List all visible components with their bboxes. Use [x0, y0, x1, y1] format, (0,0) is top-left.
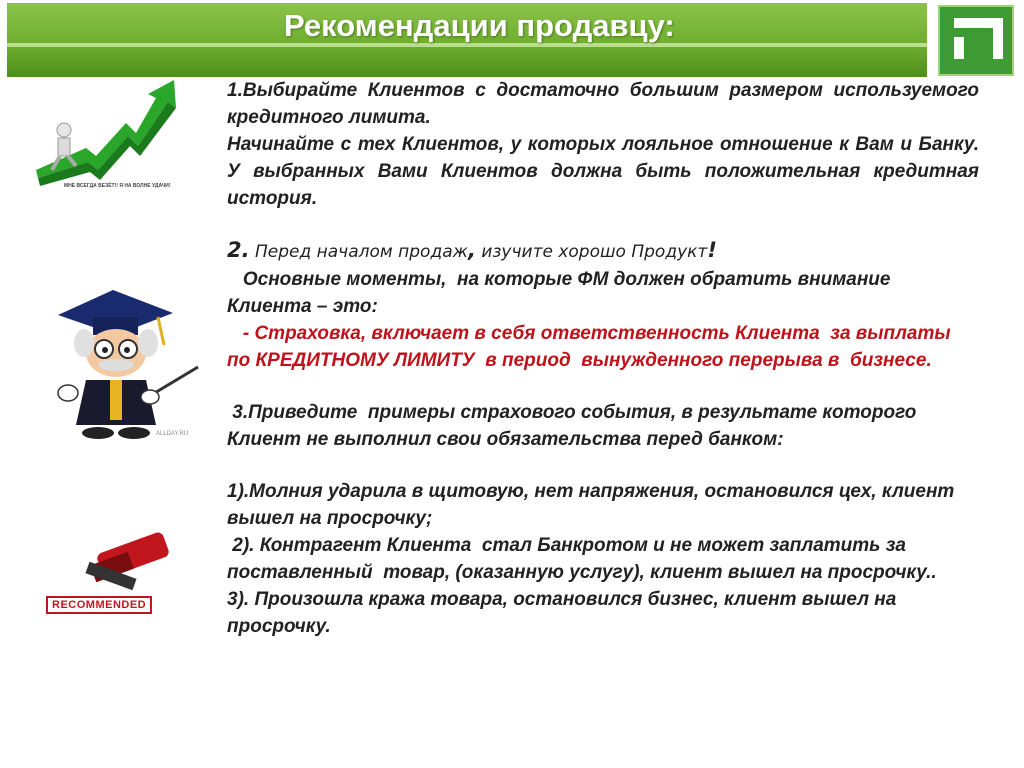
point-2-insurance: [227, 320, 979, 374]
example-2: 2). Контрагент Клиента стал Банкротом и не может заплатить за поставленный товар, (оказанную услугу), клиент вышел на просрочку..: [227, 535, 937, 583]
logo-mark-icon: [940, 7, 1012, 74]
main-content: [227, 77, 979, 640]
point-1-loyal-clients: Начинайте с тех Клиентов, у которых лояльное отношение к Вам и Банку. У выбранных Вами Клиентов должна быть положительная кредитная история.: [227, 134, 979, 209]
growth-caption: МНЕ ВСЕГДА ВЕЗЁТ!! Я НА ВОЛНЕ УДАЧИ!: [64, 183, 171, 189]
bank-logo: [938, 5, 1014, 76]
growth-illustration: [26, 78, 186, 193]
example-3: 3). Произошла кража товара, остановился бизнес, клиент вышел на просрочку.: [227, 589, 897, 637]
point-2-text-b: изучите хорошо Продукт: [475, 242, 708, 262]
insurance-credit-limit: КРЕДИТНОМУ ЛИМИТУ: [255, 350, 475, 371]
point-2-text-a: Перед началом продаж: [249, 242, 468, 262]
point-2-comma: ,: [467, 238, 476, 262]
insurance-text-b: в период вынужденного перерыва в бизнесе.: [474, 350, 932, 371]
professor-illustration: [38, 285, 203, 445]
insurance-text-a: - Страховка, включает в себя ответственность Клиента за выплаты по: [227, 323, 962, 371]
point-2-number: 2.: [227, 238, 250, 262]
point-2-excl: !: [707, 238, 717, 262]
point-3-examples: 3.Приведите примеры страхового события, в результате которого Клиент не выполнил свои обязательства перед банком:: [227, 402, 927, 450]
professor-watermark: ALLDAY.RU: [156, 431, 189, 437]
point-1-choose-clients: 1.Выбирайте Клиентов с достаточно большим размером используемого кредитного лимита.: [227, 80, 979, 128]
example-1: 1).Молния ударила в щитовую, нет напряжения, остановился цех, клиент вышел на просрочку;: [227, 481, 955, 529]
page-title: Рекомендации продавцу:: [284, 8, 675, 43]
point-2-heading: [227, 237, 979, 266]
point-2-key-moments: Основные моменты, на которые ФМ должен обратить внимание Клиента – это:: [227, 269, 896, 317]
stamp-illustration: [42, 530, 192, 620]
stamp-text: RECOMMENDED: [46, 596, 152, 614]
